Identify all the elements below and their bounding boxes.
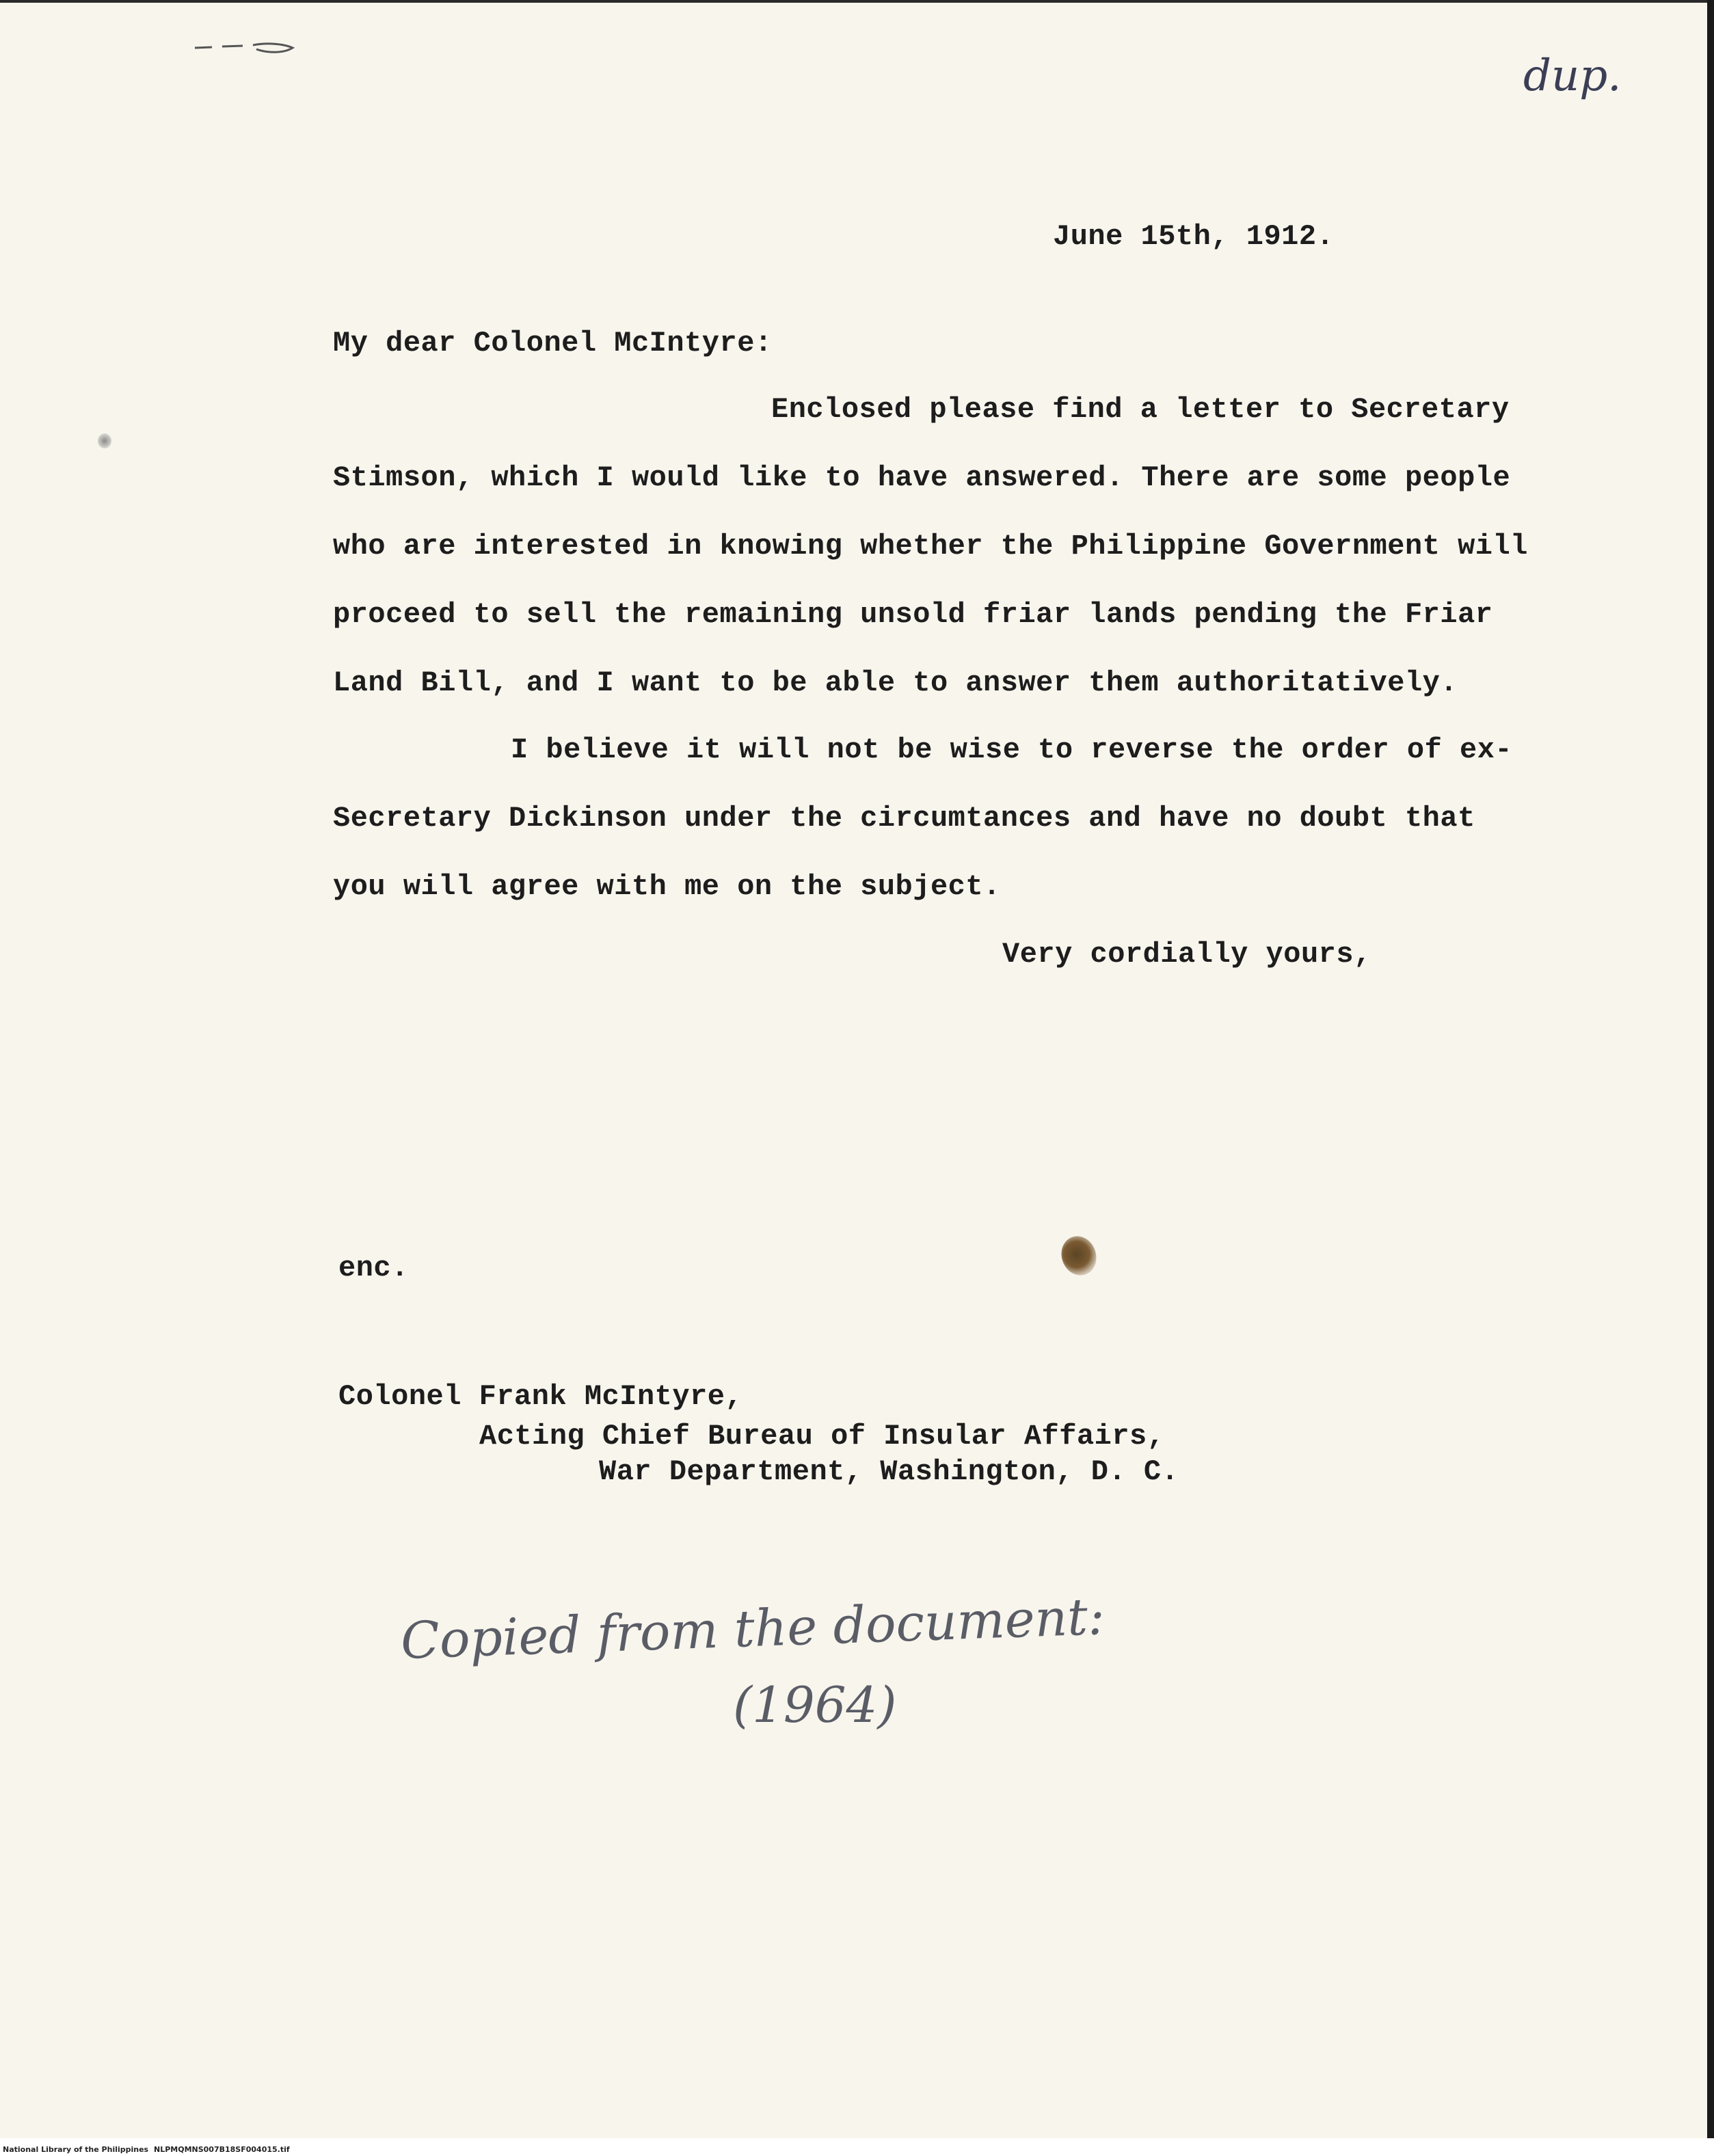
scan-file-id: NLPMQMNS007B18SF004015.tif [154, 2145, 290, 2154]
handwritten-copy-note: Copied from the document: [399, 1587, 1106, 1671]
body-line-3: who are interested in knowing whether the Philippine Government will [333, 530, 1528, 563]
handwritten-dup-note: dup. [1523, 51, 1622, 101]
handwritten-year-note: (1964) [733, 1676, 897, 1734]
ink-mark-graphic [191, 36, 301, 63]
body-line-5: Land Bill, and I want to be able to answer them authoritatively. [333, 666, 1458, 699]
scan-right-edge [1707, 0, 1714, 2156]
salutation: My dear Colonel McIntyre: [333, 327, 773, 360]
addressee-line-2: Acting Chief Bureau of Insular Affairs, [479, 1420, 1165, 1453]
body-line-7: Secretary Dickinson under the circumtances and have no doubt that [333, 802, 1475, 835]
body-line-4: proceed to sell the remaining unsold friar lands pending the Friar [333, 598, 1493, 631]
scan-top-edge [0, 0, 1714, 3]
closing: Very cordially yours, [1002, 938, 1371, 971]
letter-date: June 15th, 1912. [1053, 220, 1335, 253]
body-line-2: Stimson, which I would like to have answered. There are some people [333, 461, 1511, 494]
addressee-line-3: War Department, Washington, D. C. [599, 1455, 1179, 1488]
library-credit: National Library of the Philippines [3, 2145, 149, 2154]
paper-stain [1056, 1231, 1102, 1280]
enclosure-note: enc. [338, 1252, 409, 1284]
paper-spot [98, 433, 111, 448]
body-line-6: I believe it will not be wise to reverse the order of ex- [511, 733, 1513, 766]
addressee-line-1: Colonel Frank McIntyre, [338, 1380, 743, 1413]
body-line-1: Enclosed please find a letter to Secretary [771, 393, 1510, 426]
scan-footer-strip [0, 2138, 1714, 2156]
body-line-8: you will agree with me on the subject. [333, 870, 1001, 903]
